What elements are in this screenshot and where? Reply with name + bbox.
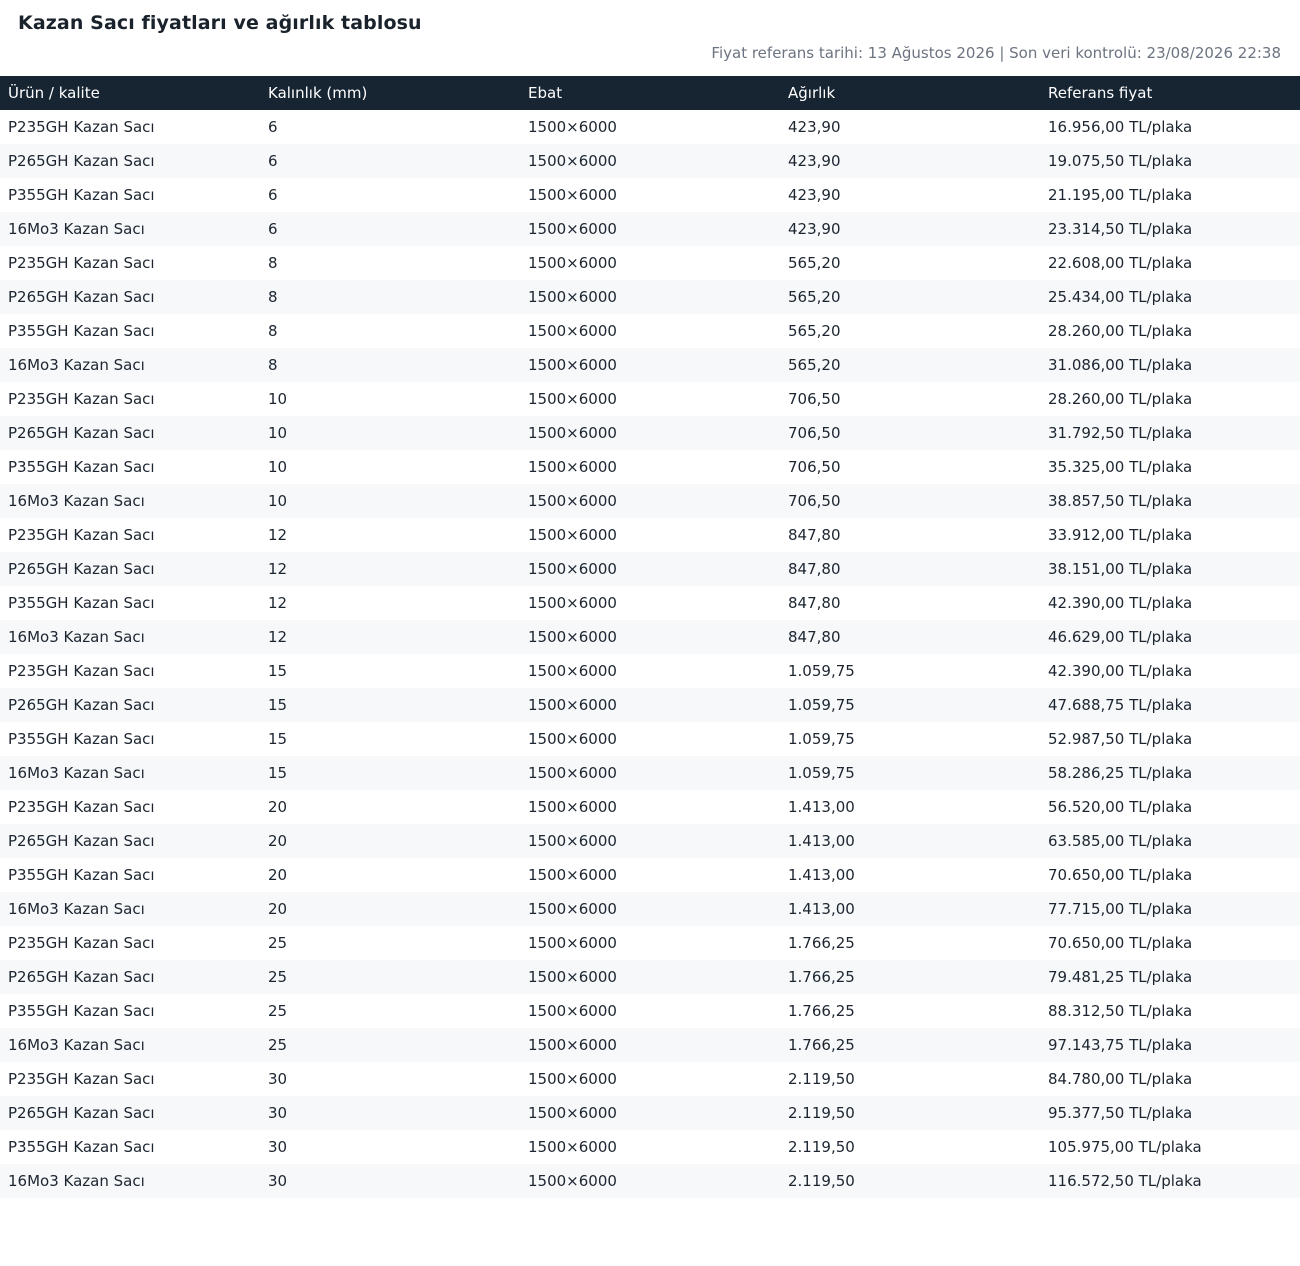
- size-cell: 1500×6000: [528, 356, 617, 374]
- thickness-cell: 8: [268, 288, 278, 306]
- column-header-product: Ürün / kalite: [8, 84, 100, 102]
- weight-cell: 565,20: [788, 356, 841, 374]
- price-cell: 42.390,00 TL/plaka: [1048, 594, 1193, 612]
- price-cell: 95.377,50 TL/plaka: [1048, 1104, 1193, 1122]
- price-cell: 35.325,00 TL/plaka: [1048, 458, 1193, 476]
- weight-cell: 847,80: [788, 594, 841, 612]
- page-title: Kazan Sacı fiyatları ve ağırlık tablosu: [18, 12, 422, 34]
- product-cell: P355GH Kazan Sacı: [8, 322, 155, 340]
- thickness-cell: 20: [268, 832, 288, 850]
- product-cell: P265GH Kazan Sacı: [8, 152, 155, 170]
- table-row: [0, 1096, 1300, 1130]
- thickness-cell: 12: [268, 526, 288, 544]
- price-cell: 52.987,50 TL/plaka: [1048, 730, 1193, 748]
- product-cell: P355GH Kazan Sacı: [8, 186, 155, 204]
- product-cell: P355GH Kazan Sacı: [8, 458, 155, 476]
- price-cell: 33.912,00 TL/plaka: [1048, 526, 1193, 544]
- thickness-cell: 6: [268, 186, 278, 204]
- product-cell: P235GH Kazan Sacı: [8, 390, 155, 408]
- product-cell: P265GH Kazan Sacı: [8, 424, 155, 442]
- price-cell: 28.260,00 TL/plaka: [1048, 322, 1193, 340]
- thickness-cell: 12: [268, 594, 288, 612]
- thickness-cell: 15: [268, 730, 288, 748]
- product-cell: P265GH Kazan Sacı: [8, 696, 155, 714]
- weight-cell: 1.766,25: [788, 1036, 855, 1054]
- weight-cell: 565,20: [788, 288, 841, 306]
- table-row: [0, 450, 1300, 484]
- size-cell: 1500×6000: [528, 152, 617, 170]
- product-cell: 16Mo3 Kazan Sacı: [8, 764, 145, 782]
- size-cell: 1500×6000: [528, 662, 617, 680]
- table-row: [0, 756, 1300, 790]
- table-row: [0, 654, 1300, 688]
- size-cell: 1500×6000: [528, 492, 617, 510]
- table-row: [0, 586, 1300, 620]
- table-row: [0, 1164, 1300, 1198]
- price-cell: 38.857,50 TL/plaka: [1048, 492, 1193, 510]
- product-cell: 16Mo3 Kazan Sacı: [8, 900, 145, 918]
- size-cell: 1500×6000: [528, 968, 617, 986]
- price-cell: 116.572,50 TL/plaka: [1048, 1172, 1202, 1190]
- table-row: [0, 892, 1300, 926]
- thickness-cell: 10: [268, 390, 288, 408]
- weight-cell: 706,50: [788, 424, 841, 442]
- price-cell: 25.434,00 TL/plaka: [1048, 288, 1193, 306]
- price-cell: 46.629,00 TL/plaka: [1048, 628, 1193, 646]
- thickness-cell: 8: [268, 356, 278, 374]
- price-cell: 42.390,00 TL/plaka: [1048, 662, 1193, 680]
- size-cell: 1500×6000: [528, 1002, 617, 1020]
- product-cell: P355GH Kazan Sacı: [8, 1002, 155, 1020]
- weight-cell: 847,80: [788, 560, 841, 578]
- thickness-cell: 6: [268, 152, 278, 170]
- price-cell: 16.956,00 TL/plaka: [1048, 118, 1193, 136]
- table-row: [0, 518, 1300, 552]
- table-row: [0, 858, 1300, 892]
- weight-cell: 706,50: [788, 492, 841, 510]
- thickness-cell: 12: [268, 560, 288, 578]
- thickness-cell: 25: [268, 968, 288, 986]
- table-row: [0, 552, 1300, 586]
- weight-cell: 565,20: [788, 254, 841, 272]
- thickness-cell: 30: [268, 1172, 288, 1190]
- thickness-cell: 15: [268, 696, 288, 714]
- price-cell: 56.520,00 TL/plaka: [1048, 798, 1193, 816]
- weight-cell: 1.413,00: [788, 832, 855, 850]
- header-row: [0, 76, 1300, 110]
- table-row: [0, 280, 1300, 314]
- product-cell: 16Mo3 Kazan Sacı: [8, 1036, 145, 1054]
- price-cell: 84.780,00 TL/plaka: [1048, 1070, 1193, 1088]
- weight-cell: 706,50: [788, 458, 841, 476]
- price-cell: 63.585,00 TL/plaka: [1048, 832, 1193, 850]
- product-cell: 16Mo3 Kazan Sacı: [8, 1172, 145, 1190]
- column-header-price: Referans fiyat: [1048, 84, 1153, 102]
- weight-cell: 2.119,50: [788, 1172, 855, 1190]
- size-cell: 1500×6000: [528, 1172, 617, 1190]
- product-cell: P265GH Kazan Sacı: [8, 560, 155, 578]
- thickness-cell: 6: [268, 118, 278, 136]
- size-cell: 1500×6000: [528, 118, 617, 136]
- thickness-cell: 8: [268, 322, 278, 340]
- table-row: [0, 178, 1300, 212]
- weight-cell: 423,90: [788, 152, 841, 170]
- column-header-weight: Ağırlık: [788, 84, 836, 102]
- product-cell: P265GH Kazan Sacı: [8, 1104, 155, 1122]
- size-cell: 1500×6000: [528, 186, 617, 204]
- table-row: [0, 620, 1300, 654]
- size-cell: 1500×6000: [528, 1070, 617, 1088]
- product-cell: P265GH Kazan Sacı: [8, 968, 155, 986]
- table-row: [0, 960, 1300, 994]
- weight-cell: 1.059,75: [788, 662, 855, 680]
- size-cell: 1500×6000: [528, 764, 617, 782]
- thickness-cell: 15: [268, 764, 288, 782]
- thickness-cell: 10: [268, 424, 288, 442]
- table-row: [0, 688, 1300, 722]
- weight-cell: 2.119,50: [788, 1138, 855, 1156]
- table-row: [0, 144, 1300, 178]
- weight-cell: 847,80: [788, 628, 841, 646]
- size-cell: 1500×6000: [528, 254, 617, 272]
- thickness-cell: 10: [268, 492, 288, 510]
- product-cell: 16Mo3 Kazan Sacı: [8, 356, 145, 374]
- column-header-size: Ebat: [528, 84, 563, 102]
- product-cell: P235GH Kazan Sacı: [8, 1070, 155, 1088]
- product-cell: P235GH Kazan Sacı: [8, 254, 155, 272]
- size-cell: 1500×6000: [528, 560, 617, 578]
- weight-cell: 1.413,00: [788, 798, 855, 816]
- weight-cell: 1.766,25: [788, 968, 855, 986]
- price-cell: 19.075,50 TL/plaka: [1048, 152, 1193, 170]
- price-cell: 105.975,00 TL/plaka: [1048, 1138, 1202, 1156]
- thickness-cell: 30: [268, 1070, 288, 1088]
- table-row: [0, 382, 1300, 416]
- table-row: [0, 824, 1300, 858]
- table-row: [0, 348, 1300, 382]
- table-row: [0, 416, 1300, 450]
- table-row: [0, 1062, 1300, 1096]
- thickness-cell: 25: [268, 1036, 288, 1054]
- size-cell: 1500×6000: [528, 866, 617, 884]
- size-cell: 1500×6000: [528, 1104, 617, 1122]
- product-cell: 16Mo3 Kazan Sacı: [8, 220, 145, 238]
- product-cell: P235GH Kazan Sacı: [8, 118, 155, 136]
- thickness-cell: 10: [268, 458, 288, 476]
- price-cell: 38.151,00 TL/plaka: [1048, 560, 1193, 578]
- weight-cell: 423,90: [788, 118, 841, 136]
- thickness-cell: 6: [268, 220, 278, 238]
- table-row: [0, 790, 1300, 824]
- size-cell: 1500×6000: [528, 594, 617, 612]
- product-cell: P355GH Kazan Sacı: [8, 1138, 155, 1156]
- price-cell: 88.312,50 TL/plaka: [1048, 1002, 1193, 1020]
- table-row: [0, 1130, 1300, 1164]
- table-row: [0, 994, 1300, 1028]
- thickness-cell: 15: [268, 662, 288, 680]
- size-cell: 1500×6000: [528, 1036, 617, 1054]
- table-row: [0, 484, 1300, 518]
- price-cell: 21.195,00 TL/plaka: [1048, 186, 1193, 204]
- price-cell: 77.715,00 TL/plaka: [1048, 900, 1193, 918]
- weight-cell: 2.119,50: [788, 1104, 855, 1122]
- weight-cell: 423,90: [788, 220, 841, 238]
- table-row: [0, 110, 1300, 144]
- price-cell: 28.260,00 TL/plaka: [1048, 390, 1193, 408]
- size-cell: 1500×6000: [528, 322, 617, 340]
- price-cell: 22.608,00 TL/plaka: [1048, 254, 1193, 272]
- weight-cell: 1.413,00: [788, 866, 855, 884]
- weight-cell: 1.766,25: [788, 934, 855, 952]
- thickness-cell: 8: [268, 254, 278, 272]
- product-cell: P265GH Kazan Sacı: [8, 288, 155, 306]
- weight-cell: 423,90: [788, 186, 841, 204]
- thickness-cell: 30: [268, 1138, 288, 1156]
- weight-cell: 1.059,75: [788, 764, 855, 782]
- product-cell: 16Mo3 Kazan Sacı: [8, 628, 145, 646]
- size-cell: 1500×6000: [528, 1138, 617, 1156]
- thickness-cell: 25: [268, 1002, 288, 1020]
- table-row: [0, 1028, 1300, 1062]
- price-cell: 79.481,25 TL/plaka: [1048, 968, 1193, 986]
- product-cell: P265GH Kazan Sacı: [8, 832, 155, 850]
- size-cell: 1500×6000: [528, 628, 617, 646]
- weight-cell: 2.119,50: [788, 1070, 855, 1088]
- product-cell: 16Mo3 Kazan Sacı: [8, 492, 145, 510]
- weight-cell: 847,80: [788, 526, 841, 544]
- product-cell: P235GH Kazan Sacı: [8, 934, 155, 952]
- size-cell: 1500×6000: [528, 526, 617, 544]
- weight-cell: 706,50: [788, 390, 841, 408]
- product-cell: P235GH Kazan Sacı: [8, 798, 155, 816]
- price-cell: 23.314,50 TL/plaka: [1048, 220, 1193, 238]
- thickness-cell: 20: [268, 798, 288, 816]
- price-cell: 31.792,50 TL/plaka: [1048, 424, 1193, 442]
- size-cell: 1500×6000: [528, 798, 617, 816]
- size-cell: 1500×6000: [528, 390, 617, 408]
- table-header: [0, 76, 1300, 110]
- price-weight-table: [0, 76, 1300, 1198]
- size-cell: 1500×6000: [528, 220, 617, 238]
- price-cell: 97.143,75 TL/plaka: [1048, 1036, 1193, 1054]
- table-row: [0, 212, 1300, 246]
- size-cell: 1500×6000: [528, 288, 617, 306]
- table-row: [0, 722, 1300, 756]
- product-cell: P355GH Kazan Sacı: [8, 594, 155, 612]
- price-reference-info: Fiyat referans tarihi: 13 Ağustos 2026 | Son veri kontrolü: 23/08/2026 22:38: [711, 44, 1281, 62]
- weight-cell: 1.059,75: [788, 730, 855, 748]
- size-cell: 1500×6000: [528, 424, 617, 442]
- price-cell: 70.650,00 TL/plaka: [1048, 934, 1193, 952]
- price-cell: 70.650,00 TL/plaka: [1048, 866, 1193, 884]
- thickness-cell: 30: [268, 1104, 288, 1122]
- size-cell: 1500×6000: [528, 730, 617, 748]
- table-row: [0, 246, 1300, 280]
- size-cell: 1500×6000: [528, 900, 617, 918]
- thickness-cell: 20: [268, 866, 288, 884]
- price-cell: 31.086,00 TL/plaka: [1048, 356, 1193, 374]
- product-cell: P355GH Kazan Sacı: [8, 730, 155, 748]
- table-row: [0, 314, 1300, 348]
- thickness-cell: 25: [268, 934, 288, 952]
- thickness-cell: 20: [268, 900, 288, 918]
- product-cell: P235GH Kazan Sacı: [8, 526, 155, 544]
- weight-cell: 565,20: [788, 322, 841, 340]
- size-cell: 1500×6000: [528, 696, 617, 714]
- price-cell: 58.286,25 TL/plaka: [1048, 764, 1193, 782]
- size-cell: 1500×6000: [528, 832, 617, 850]
- table-body: [0, 110, 1300, 1198]
- price-cell: 47.688,75 TL/plaka: [1048, 696, 1193, 714]
- column-header-thickness: Kalınlık (mm): [268, 84, 368, 102]
- weight-cell: 1.059,75: [788, 696, 855, 714]
- thickness-cell: 12: [268, 628, 288, 646]
- weight-cell: 1.413,00: [788, 900, 855, 918]
- table-row: [0, 926, 1300, 960]
- product-cell: P355GH Kazan Sacı: [8, 866, 155, 884]
- product-cell: P235GH Kazan Sacı: [8, 662, 155, 680]
- size-cell: 1500×6000: [528, 458, 617, 476]
- size-cell: 1500×6000: [528, 934, 617, 952]
- weight-cell: 1.766,25: [788, 1002, 855, 1020]
